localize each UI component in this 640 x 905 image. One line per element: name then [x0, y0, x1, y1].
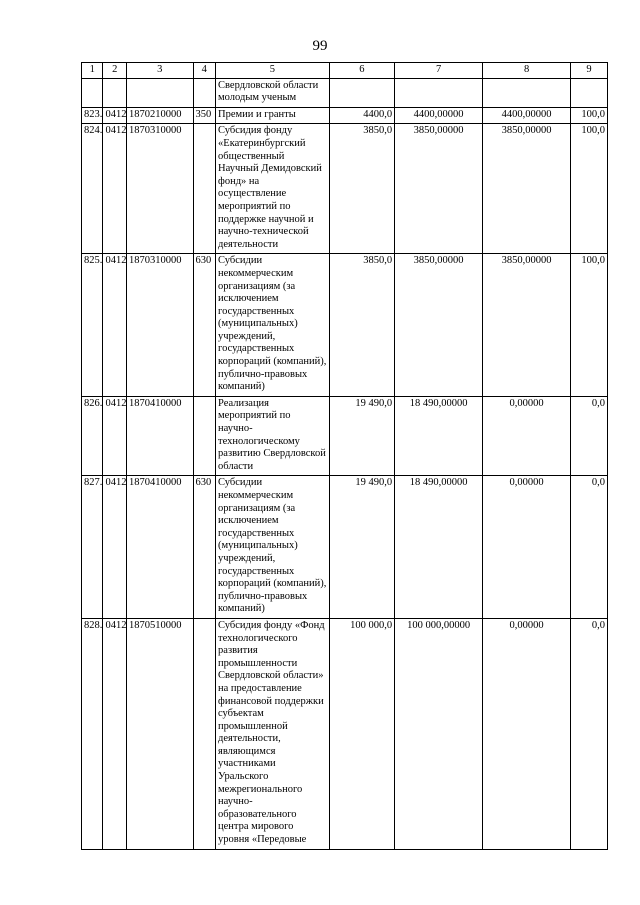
- column-number-4: 4: [193, 63, 216, 79]
- table-row: [82, 107, 608, 124]
- table-row: [82, 254, 608, 397]
- plan-amount: 19 490,0: [329, 396, 394, 476]
- expense-type-code: [193, 78, 216, 107]
- plan-amount: [329, 78, 394, 107]
- assigned-amount: 18 490,00000: [395, 476, 483, 619]
- table-row: [82, 124, 608, 254]
- target-article-code: 1870410000: [127, 396, 194, 476]
- row-number: 823.: [82, 107, 103, 124]
- execution-percent: 0,0: [571, 618, 608, 849]
- table-row: [82, 618, 608, 849]
- item-name: Премии и гранты: [216, 107, 330, 124]
- assigned-amount: 18 490,00000: [395, 396, 483, 476]
- table-row: [82, 476, 608, 619]
- plan-amount: 100 000,0: [329, 618, 394, 849]
- section-code: 0412: [103, 254, 127, 397]
- assigned-amount: 3850,00000: [395, 254, 483, 397]
- expense-type-code: 630: [193, 476, 216, 619]
- row-number: 826.: [82, 396, 103, 476]
- section-code: 0412: [103, 107, 127, 124]
- plan-amount: 4400,0: [329, 107, 394, 124]
- row-number: 825.: [82, 254, 103, 397]
- column-number-2: 2: [103, 63, 127, 79]
- column-number-3: 3: [127, 63, 194, 79]
- assigned-amount: 3850,00000: [395, 124, 483, 254]
- target-article-code: 1870410000: [127, 476, 194, 619]
- section-code: 0412: [103, 124, 127, 254]
- target-article-code: 1870510000: [127, 618, 194, 849]
- execution-percent: 0,0: [571, 396, 608, 476]
- table-row: [82, 78, 608, 107]
- execution-percent: 0,0: [571, 476, 608, 619]
- table-row: [82, 396, 608, 476]
- executed-amount: 0,00000: [483, 476, 571, 619]
- row-number: 827.: [82, 476, 103, 619]
- row-number: [82, 78, 103, 107]
- expense-type-code: [193, 396, 216, 476]
- expense-type-code: [193, 124, 216, 254]
- item-name: Реализация мероприятий по научно-технологическому развитию Свердловской области: [216, 396, 330, 476]
- section-code: 0412: [103, 476, 127, 619]
- row-number: 828.: [82, 618, 103, 849]
- executed-amount: 4400,00000: [483, 107, 571, 124]
- execution-percent: 100,0: [571, 124, 608, 254]
- column-number-6: 6: [329, 63, 394, 79]
- assigned-amount: 100 000,00000: [395, 618, 483, 849]
- target-article-code: 1870310000: [127, 124, 194, 254]
- item-name: Субсидия фонду «Екатеринбургский общественный Научный Демидовский фонд» на осуществление мероприятий по поддержке научной и научно-технической деятельности: [216, 124, 330, 254]
- column-number-8: 8: [483, 63, 571, 79]
- executed-amount: 3850,00000: [483, 124, 571, 254]
- plan-amount: 3850,0: [329, 124, 394, 254]
- execution-percent: [571, 78, 608, 107]
- item-name: Субсидии некоммерческим организациям (за исключением государственных (муниципальных) учреждений, государственных корпораций (компаний), публично-правовых компаний): [216, 476, 330, 619]
- column-number-9: 9: [571, 63, 608, 79]
- section-code: 0412: [103, 396, 127, 476]
- row-number: 824.: [82, 124, 103, 254]
- executed-amount: 0,00000: [483, 618, 571, 849]
- plan-amount: 19 490,0: [329, 476, 394, 619]
- assigned-amount: [395, 78, 483, 107]
- expense-type-code: 630: [193, 254, 216, 397]
- section-code: [103, 78, 127, 107]
- expense-type-code: 350: [193, 107, 216, 124]
- column-number-7: 7: [395, 63, 483, 79]
- item-name: Субсидия фонду «Фонд технологического развития промышленности Свердловской области» на предоставление финансовой поддержки субъектам промышленной деятельности, являющимся участниками Уральского межрегионального научно-образовательного центра мирового уровня «Передовые: [216, 618, 330, 849]
- assigned-amount: 4400,00000: [395, 107, 483, 124]
- target-article-code: 1870310000: [127, 254, 194, 397]
- section-code: 0412: [103, 618, 127, 849]
- item-name: Свердловской области молодым ученым: [216, 78, 330, 107]
- column-number-5: 5: [216, 63, 330, 79]
- column-number-1: 1: [82, 63, 103, 79]
- item-name: Субсидии некоммерческим организациям (за исключением государственных (муниципальных) учреждений, государственных корпораций (компаний), публично-правовых компаний): [216, 254, 330, 397]
- budget-table: [81, 62, 608, 850]
- executed-amount: 0,00000: [483, 396, 571, 476]
- plan-amount: 3850,0: [329, 254, 394, 397]
- executed-amount: 3850,00000: [483, 254, 571, 397]
- page-number: 99: [312, 38, 328, 54]
- target-article-code: [127, 78, 194, 107]
- executed-amount: [483, 78, 571, 107]
- execution-percent: 100,0: [571, 254, 608, 397]
- table-header-row: [82, 63, 608, 79]
- target-article-code: 1870210000: [127, 107, 194, 124]
- execution-percent: 100,0: [571, 107, 608, 124]
- expense-type-code: [193, 618, 216, 849]
